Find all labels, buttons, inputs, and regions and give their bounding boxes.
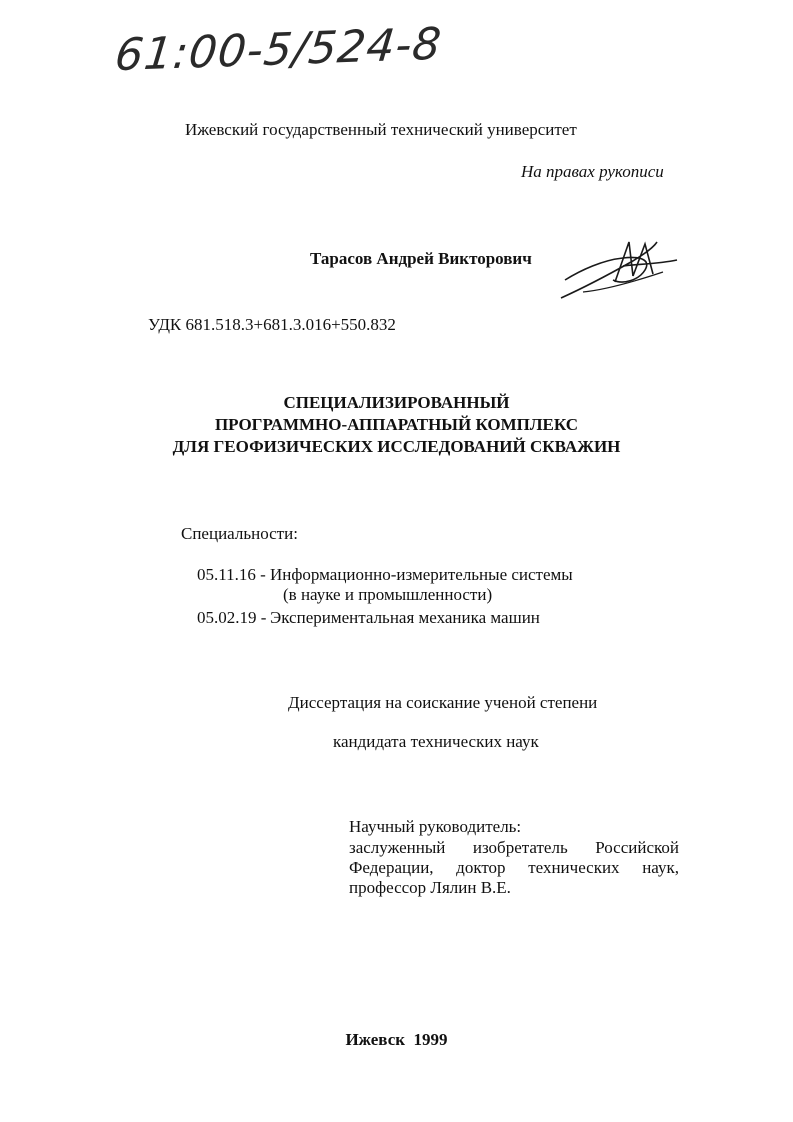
supervisor-heading: Научный руководитель: — [349, 817, 522, 836]
author-name: Тарасов Андрей Викторович — [310, 249, 532, 268]
title-line-1: СПЕЦИАЛИЗИРОВАННЫЙ — [283, 393, 510, 412]
udc-code: УДК 681.518.3+681.3.016+550.832 — [148, 315, 396, 334]
specialty-code: 05.02.19 - — [197, 608, 267, 627]
dissertation-title — [0, 392, 793, 458]
city-year: Ижевск 1999 — [345, 1030, 448, 1049]
specialty-name: Экспериментальная механика машин — [270, 608, 540, 627]
supervisor-line: Федерации, доктор технических наук, — [349, 858, 679, 877]
specialty-code: 05.11.16 - — [197, 565, 266, 584]
supervisor-line: профессор Лялин В.Е. — [349, 878, 511, 897]
supervisor-details — [349, 838, 679, 898]
specialty-name: Информационно-измерительные системы — [270, 565, 573, 584]
archive-code-handwritten: 61:00-5/524-8 — [112, 18, 445, 82]
title-line-2: ПРОГРАММНО-АППАРАТНЫЙ КОМПЛЕКС — [214, 415, 579, 434]
signature-mark — [553, 230, 683, 305]
degree-name: кандидата технических наук — [333, 732, 539, 751]
degree-statement: Диссертация на соискание ученой степени — [288, 693, 598, 712]
title-line-3: ДЛЯ ГЕОФИЗИЧЕСКИХ ИССЛЕДОВАНИЙ СКВАЖИН — [172, 437, 621, 456]
specialties-heading: Специальности: — [181, 524, 298, 543]
university-name: Ижевский государственный технический университет — [185, 120, 577, 139]
manuscript-note: На правах рукописи — [521, 162, 664, 181]
supervisor-line: заслуженный изобретатель Российской — [349, 838, 679, 857]
specialty-name-continued: (в науке и промышленности) — [283, 585, 493, 604]
